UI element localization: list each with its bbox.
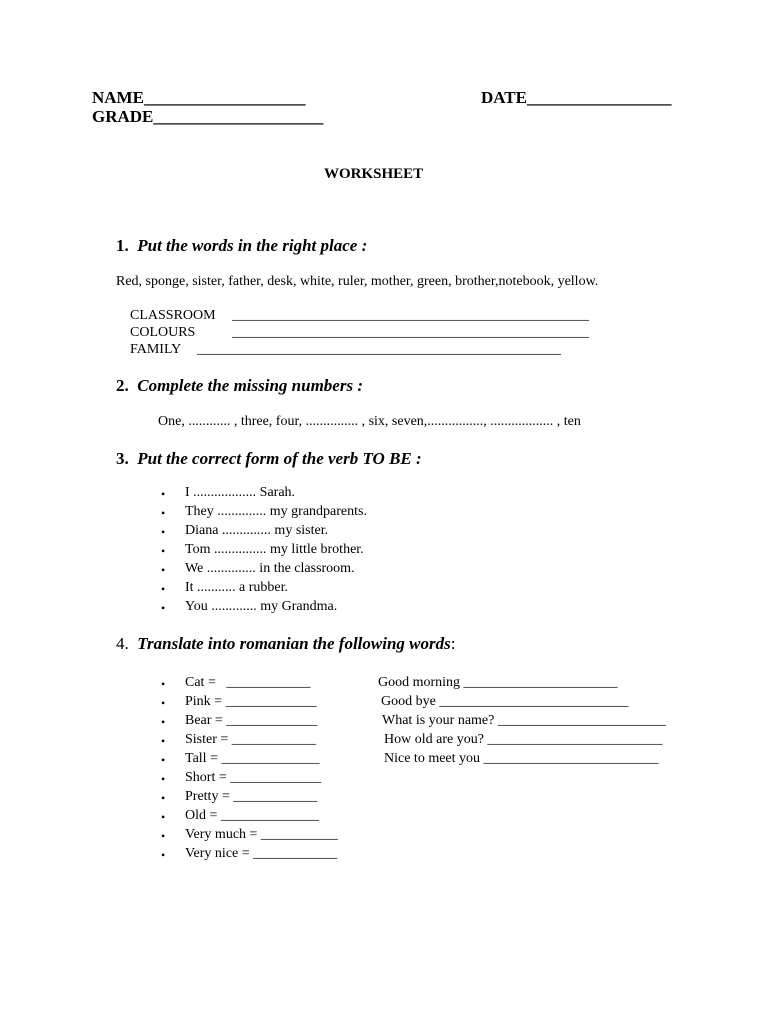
verb-item[interactable]: Tom ............... my little brother. (185, 542, 364, 557)
family-label: FAMILY (130, 342, 182, 357)
colours-label: COLOURS (130, 325, 196, 340)
section-4-title: Translate into romanian the following words (137, 634, 451, 653)
section-1-heading (116, 236, 367, 256)
bullet-icon: • (161, 715, 166, 729)
section-1-number: 1. (116, 236, 129, 255)
section-4-number: 4. (116, 634, 129, 653)
verb-item[interactable]: Diana .............. my sister. (185, 523, 329, 538)
bullet-icon: • (161, 582, 166, 596)
bullet-icon: • (161, 734, 166, 748)
translate-word[interactable]: Bear = _____________ (185, 713, 318, 728)
bullet-icon: • (161, 791, 166, 805)
bullet-icon: • (161, 696, 166, 710)
translate-word[interactable]: Very much = ___________ (185, 827, 338, 842)
bullet-icon: • (161, 563, 166, 577)
translate-word[interactable]: Short = _____________ (185, 770, 322, 785)
grade-field-label: GRADE____________________ (92, 107, 324, 126)
translate-word[interactable]: Old = ______________ (185, 808, 319, 823)
bullet-icon: • (161, 810, 166, 824)
bullet-icon: • (161, 829, 166, 843)
date-field-label: DATE_________________ (481, 88, 672, 107)
section-1-title: Put the words in the right place : (137, 236, 368, 255)
colours-blank[interactable]: ___________________________________________________ (232, 325, 589, 340)
name-field-label: NAME___________________ (92, 88, 306, 107)
section-2-heading (116, 376, 363, 396)
verb-item[interactable]: You ............. my Grandma. (185, 599, 338, 614)
bullet-icon: • (161, 848, 166, 862)
bullet-icon: • (161, 601, 166, 615)
verb-item[interactable]: It ........... a rubber. (185, 580, 289, 595)
bullet-icon: • (161, 544, 166, 558)
translate-phrase[interactable]: What is your name? ________________________ (382, 713, 666, 728)
verb-item[interactable]: They .............. my grandparents. (185, 504, 367, 519)
translate-word[interactable]: Cat = ____________ (185, 675, 311, 690)
bullet-icon: • (161, 487, 166, 501)
classroom-label: CLASSROOM (130, 308, 216, 323)
verb-item[interactable]: We .............. in the classroom. (185, 561, 355, 576)
translate-word[interactable]: Pink = _____________ (185, 694, 317, 709)
translate-word[interactable]: Very nice = ____________ (185, 846, 338, 861)
bullet-icon: • (161, 525, 166, 539)
translate-phrase[interactable]: Good bye ___________________________ (381, 694, 629, 709)
classroom-blank[interactable]: ___________________________________________________ (232, 308, 589, 323)
verb-item[interactable]: I .................. Sarah. (185, 485, 296, 500)
translate-word[interactable]: Pretty = ____________ (185, 789, 318, 804)
section-3-title: Put the correct form of the verb TO BE : (137, 449, 422, 468)
family-blank[interactable]: ____________________________________________________ (197, 342, 561, 357)
translate-phrase[interactable]: How old are you? _________________________ (384, 732, 663, 747)
translate-word[interactable]: Tall = ______________ (185, 751, 320, 766)
section-4-heading (116, 634, 455, 654)
bullet-icon: • (161, 677, 166, 691)
section-3-number: 3. (116, 449, 129, 468)
bullet-icon: • (161, 772, 166, 786)
bullet-icon: • (161, 506, 166, 520)
missing-numbers-line[interactable]: One, ............ , three, four, ............... , six, seven,................, .................. , ten (158, 414, 581, 429)
section-2-title: Complete the missing numbers : (137, 376, 363, 395)
translate-word[interactable]: Sister = ____________ (185, 732, 316, 747)
section-4-colon: : (450, 634, 456, 653)
section-2-number: 2. (116, 376, 129, 395)
translate-phrase[interactable]: Good morning ______________________ (378, 675, 618, 690)
section-1-word-list: Red, sponge, sister, father, desk, white, ruler, mother, green, brother,notebook, yellow. (116, 274, 599, 289)
worksheet-title: WORKSHEET (324, 166, 424, 182)
bullet-icon: • (161, 753, 166, 767)
translate-phrase[interactable]: Nice to meet you _________________________ (384, 751, 659, 766)
section-3-heading (116, 449, 422, 469)
